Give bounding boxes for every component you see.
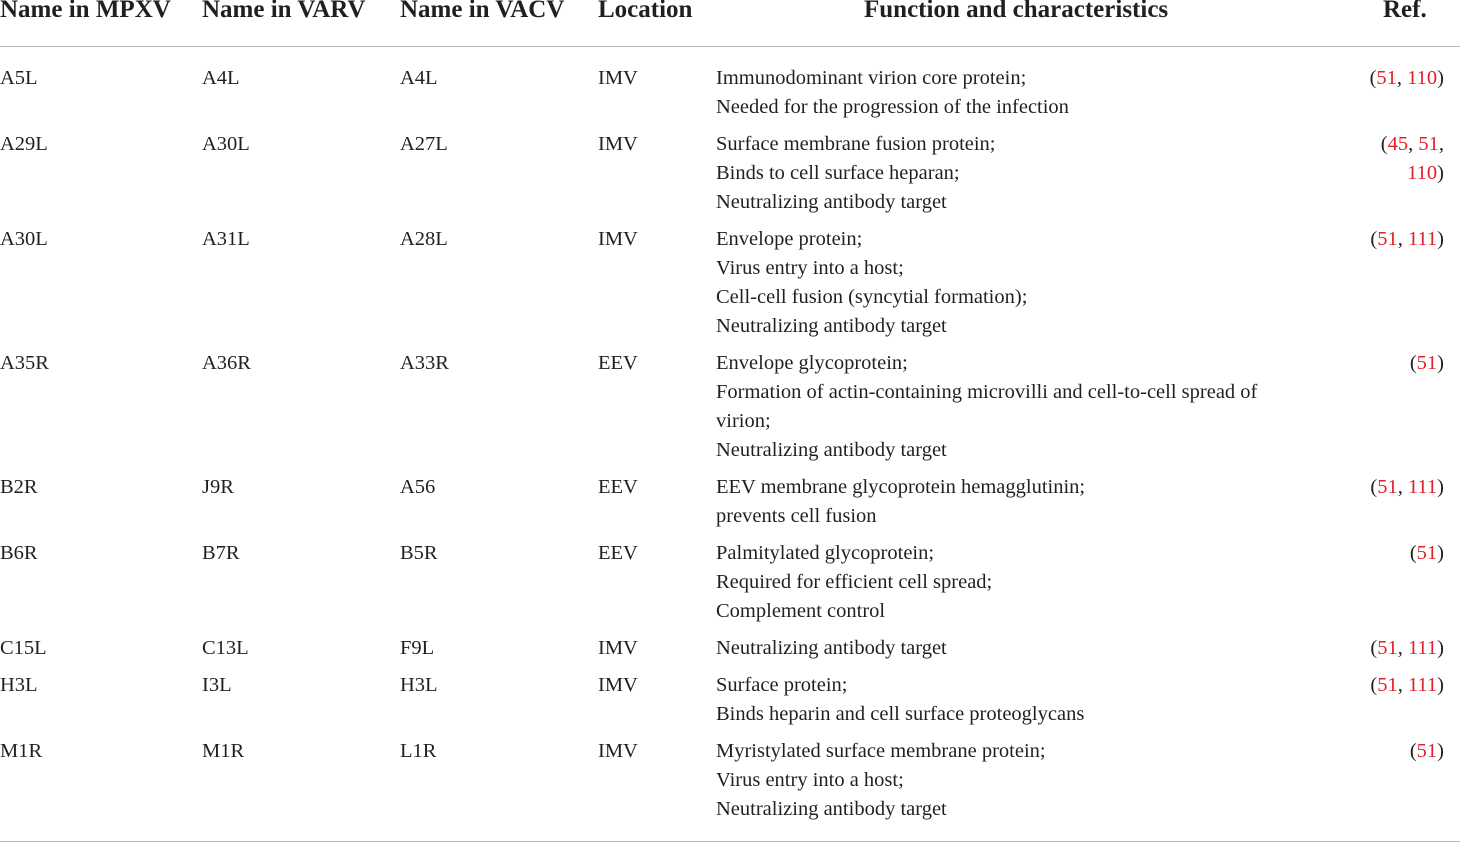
function-line: virion; [716,410,771,432]
table-header-row [0,0,1460,47]
cell-name-in-varv: J9R [202,476,234,498]
function-line: Myristylated surface membrane protein; [716,740,1046,762]
function-line: Surface protein; [716,674,848,696]
function-line: Neutralizing antibody target [716,191,947,213]
ref-punctuation: , [1397,637,1408,659]
reference-link[interactable]: 51 [1416,352,1438,374]
cell-name-in-mpxv: B2R [0,476,38,498]
cell-function [716,539,992,626]
header-name-in-varv: Name in VARV [202,0,366,23]
function-line: Palmitylated glycoprotein; [716,542,935,564]
header-ref: Ref. [1383,0,1427,23]
cell-name-in-vacv: A27L [400,133,448,155]
table-bottom-rule [0,841,1460,842]
cell-function [716,737,1046,824]
cell-name-in-varv: A36R [202,352,251,374]
cell-name-in-varv: A30L [202,133,250,155]
function-line: Formation of actin-containing microvilli and cell-to-cell spread of [716,381,1258,403]
function-line: Virus entry into a host; [716,257,904,279]
cell-function [716,671,1084,729]
ref-punctuation: ) [1437,162,1444,184]
cell-location: EEV [598,476,638,498]
ref-punctuation: ( [1370,674,1378,696]
cell-name-in-mpxv: A5L [0,67,38,89]
function-line: Neutralizing antibody target [716,798,947,820]
function-line: Complement control [716,600,886,622]
cell-name-in-varv: M1R [202,740,245,762]
header-function: Function and characteristics [864,0,1169,23]
ref-line [1354,671,1444,700]
cell-name-in-mpxv: H3L [0,674,38,696]
cell-name-in-varv: A4L [202,67,240,89]
reference-link[interactable]: 110 [1407,67,1438,89]
cell-name-in-mpxv: A30L [0,228,48,250]
cell-name-in-vacv: A56 [400,476,436,498]
cell-name-in-vacv: A33R [400,352,449,374]
cell-name-in-vacv: L1R [400,740,437,762]
function-line: Virus entry into a host; [716,769,904,791]
ref-line [1354,473,1444,502]
reference-link[interactable]: 111 [1407,674,1438,696]
cell-name-in-vacv: H3L [400,674,438,696]
cell-location: EEV [598,352,638,374]
ref-punctuation: ( [1370,476,1378,498]
ref-punctuation: , [1438,133,1444,155]
function-line: Immunodominant virion core protein; [716,67,1027,89]
cell-location: IMV [598,740,638,762]
function-line: Binds to cell surface heparan; [716,162,960,184]
reference-link[interactable]: 111 [1407,228,1438,250]
cell-name-in-mpxv: B6R [0,542,38,564]
ref-line [1354,225,1444,254]
ref-punctuation: ) [1437,674,1444,696]
ref-line [1354,539,1444,568]
reference-link[interactable]: 51 [1377,476,1398,498]
ref-punctuation: ( [1409,352,1417,374]
reference-link[interactable]: 111 [1407,637,1438,659]
cell-ref [1354,130,1444,188]
reference-link[interactable]: 51 [1416,542,1438,564]
function-line: Needed for the progression of the infection [716,96,1069,118]
cell-name-in-varv: A31L [202,228,250,250]
ref-punctuation: ) [1437,637,1444,659]
cell-ref [1354,671,1444,700]
ref-punctuation: ) [1437,67,1444,89]
ref-punctuation: , [1397,476,1408,498]
ref-line [1354,64,1444,93]
header-name-in-mpxv: Name in MPXV [0,0,171,23]
ref-punctuation: ( [1409,542,1417,564]
function-line: Required for efficient cell spread; [716,571,993,593]
ref-punctuation: ) [1437,740,1444,762]
cell-name-in-mpxv: A29L [0,133,48,155]
header-name-in-vacv: Name in VACV [400,0,565,23]
reference-link[interactable]: 51 [1416,740,1438,762]
reference-link[interactable]: 51 [1377,637,1398,659]
cell-location: EEV [598,542,638,564]
cell-name-in-varv: B7R [202,542,240,564]
cell-function [716,225,1027,341]
function-line: Neutralizing antibody target [716,315,947,337]
reference-link[interactable]: 110 [1407,162,1438,184]
ref-punctuation: ) [1437,476,1444,498]
cell-name-in-vacv: A28L [400,228,448,250]
function-line: Binds heparin and cell surface proteoglycans [716,703,1085,725]
cell-name-in-mpxv: M1R [0,740,43,762]
ref-line [1354,130,1444,159]
cell-name-in-varv: I3L [202,674,232,696]
ref-punctuation: , [1408,133,1419,155]
function-line: prevents cell fusion [716,505,877,527]
ref-punctuation: ( [1369,67,1377,89]
ref-punctuation: , [1397,228,1408,250]
cell-ref [1354,225,1444,254]
cell-ref [1354,64,1444,93]
cell-name-in-mpxv: C15L [0,637,47,659]
cell-ref [1354,634,1444,663]
ref-line [1354,634,1444,663]
cell-location: IMV [598,674,638,696]
ref-punctuation: , [1397,674,1408,696]
function-line: Envelope glycoprotein; [716,352,908,374]
reference-link[interactable]: 111 [1407,476,1438,498]
function-line: Surface membrane fusion protein; [716,133,996,155]
cell-name-in-mpxv: A35R [0,352,49,374]
cell-location: IMV [598,228,638,250]
cell-name-in-vacv: F9L [400,637,435,659]
cell-function [716,349,1257,465]
cell-function [716,473,1085,531]
function-line: Cell-cell fusion (syncytial formation); [716,286,1028,308]
cell-name-in-varv: C13L [202,637,249,659]
reference-link[interactable]: 45 [1387,133,1409,155]
ref-punctuation: ) [1437,542,1444,564]
header-location: Location [598,0,693,23]
reference-link[interactable]: 51 [1377,228,1398,250]
ref-punctuation: , [1396,67,1408,89]
ref-line [1354,159,1444,188]
reference-link[interactable]: 51 [1376,67,1397,89]
reference-link[interactable]: 51 [1418,133,1439,155]
function-line: Envelope protein; [716,228,863,250]
ref-punctuation: ) [1437,228,1444,250]
ref-punctuation: ( [1380,133,1388,155]
ref-line [1354,349,1444,378]
cell-location: IMV [598,133,638,155]
cell-name-in-vacv: B5R [400,542,438,564]
cell-ref [1354,737,1444,766]
ref-punctuation: ( [1370,637,1378,659]
cell-function [716,634,947,663]
cell-ref [1354,473,1444,502]
cell-function [716,130,996,217]
ref-punctuation: ( [1409,740,1417,762]
ref-punctuation: ) [1437,352,1444,374]
cell-name-in-vacv: A4L [400,67,438,89]
cell-location: IMV [598,67,638,89]
function-line: EEV membrane glycoprotein hemagglutinin; [716,476,1086,498]
cell-location: IMV [598,637,638,659]
function-line: Neutralizing antibody target [716,637,947,659]
reference-link[interactable]: 51 [1377,674,1398,696]
ref-line [1354,737,1444,766]
function-line: Neutralizing antibody target [716,439,947,461]
cell-ref [1354,539,1444,568]
ref-punctuation: ( [1370,228,1378,250]
cell-ref [1354,349,1444,378]
cell-function [716,64,1069,122]
